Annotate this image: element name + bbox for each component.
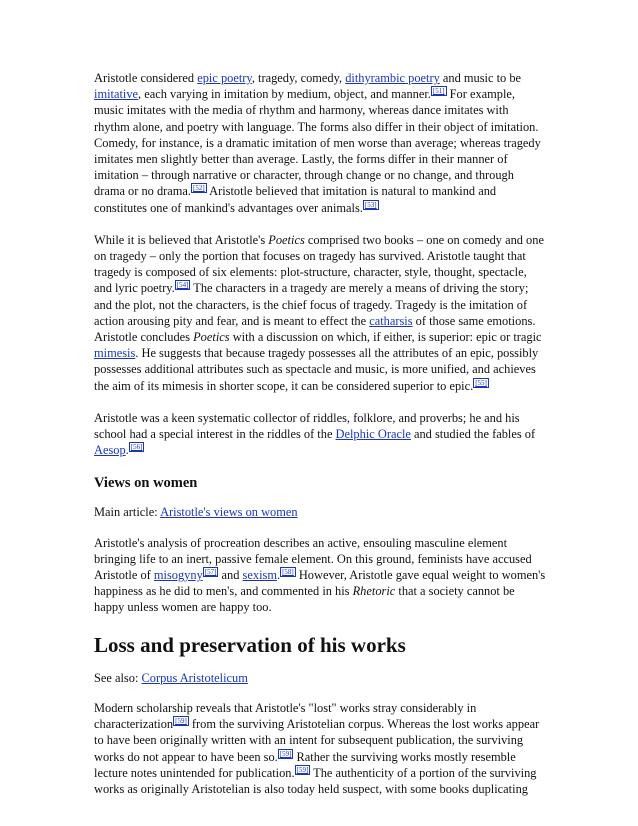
- text: . He suggests that because tragedy possesses all the attributes of an epic, possibly possesses additional attributes such as spectacle and music, is more unified, and achieves the aim of its mimesis in shorter scope, it can be considered superior to epic.: [94, 346, 539, 393]
- italic-title: Poetics: [268, 232, 305, 247]
- citation-54[interactable]: [54]: [176, 281, 189, 290]
- citation-59[interactable]: [59]: [279, 749, 292, 758]
- main-article-note: [94, 504, 546, 520]
- citation-56[interactable]: [56]: [130, 443, 143, 452]
- text: with a discussion on which, if either, is superior: epic or tragic: [229, 330, 542, 345]
- heading-views-on-women: Views on women: [94, 475, 198, 492]
- italic-title: Rhetoric: [352, 584, 396, 599]
- text: and studied the fables of: [410, 427, 536, 442]
- link-imitative[interactable]: imitative: [94, 87, 139, 102]
- paragraph-women: [94, 535, 546, 616]
- link-views-on-women[interactable]: Aristotle's views on women: [160, 505, 298, 520]
- note-label: See also:: [94, 670, 142, 685]
- link-misogyny[interactable]: misogyny: [153, 568, 203, 583]
- text: The characters in a tragedy are merely a means of driving the story; and the plot, not the characters, is the chief focus of tragedy. Tragedy is the imitation of action arousing pity and fear, and is meant to effect the: [94, 281, 529, 328]
- text: For example, music imitates with the media of rhythm and harmony, whereas dance imitates with rhythm alone, and poetry with language. The forms also differ in their object of imitation. Comedy, for instance, is a dramatic imitation of men worse than average; whereas tragedy imitates men slightly better than average. Lastly, the forms differ in their manner of imitation – through narrative or character, through change or no change, and through drama or no drama.: [94, 87, 541, 199]
- paragraph-lost-works: [94, 700, 546, 797]
- note-label: Main article:: [94, 505, 161, 520]
- citation-59[interactable]: [59]: [296, 765, 309, 774]
- link-delphic-oracle[interactable]: Delphic Oracle: [335, 427, 411, 442]
- link-corpus-aristotelicum[interactable]: Corpus Aristotelicum: [141, 670, 248, 685]
- citation-59[interactable]: [59]: [175, 717, 187, 726]
- citation-53[interactable]: [53]: [364, 200, 377, 209]
- text: Aristotle considered: [94, 71, 198, 85]
- text: However, Aristotle gave equal weight to women's happiness as he did to men's, and commented in his: [94, 568, 546, 599]
- text: that a society cannot be happy unless women are happy too.: [94, 584, 515, 615]
- heading-loss-and-preservation: Loss and preservation of his works: [94, 632, 406, 657]
- text: , tragedy, comedy,: [251, 71, 346, 85]
- link-mimesis[interactable]: mimesis: [94, 346, 136, 361]
- paragraph-poetics-imitation: [94, 70, 546, 216]
- citation-52[interactable]: [52]: [193, 184, 205, 193]
- paragraph-riddles: [94, 410, 546, 459]
- link-dithyrambic-poetry[interactable]: dithyrambic poetry: [345, 71, 440, 85]
- italic-title: Poetics: [193, 330, 230, 345]
- text: Rather the surviving works mostly resemble lecture notes unintended for publication.: [94, 749, 516, 780]
- text: and music to be: [439, 71, 522, 85]
- text: Aristotle's analysis of procreation describes an active, ensouling masculine element bringing life to an inert, passive female element. On this ground, feminists have accused Aristotle of: [94, 535, 532, 583]
- text: from the surviving Aristotelian corpus. Whereas the lost works appear to have been originally written with an intent for subsequent publication, the surviving works do not appear to have been so.: [94, 717, 540, 764]
- citation-55[interactable]: [55]: [475, 378, 487, 387]
- link-aesop[interactable]: Aesop: [94, 443, 126, 458]
- citation-58[interactable]: [58]: [282, 568, 294, 577]
- text: comprised two books – one on comedy and one on tragedy – only the portion that focuses on tragedy has survived. Aristotle taught that tragedy is composed of six elements: plot-structure, character, style, thought, spectacle, and lyric poetry.: [94, 232, 544, 296]
- link-epic-poetry[interactable]: epic poetry: [197, 71, 252, 85]
- text: and: [218, 568, 243, 583]
- text: Aristotle believed that imitation is natural to mankind and constitutes one of mankind's advantages over animals.: [94, 184, 497, 215]
- link-sexism[interactable]: sexism: [242, 568, 277, 583]
- paragraph-poetics-tragedy: [94, 232, 546, 394]
- see-also-note: [94, 670, 546, 686]
- text: , each varying in imitation by medium, object, and manner.: [138, 87, 431, 102]
- text: While it is believed that Aristotle's: [94, 232, 269, 247]
- citation-57[interactable]: [57]: [204, 568, 217, 577]
- text: Modern scholarship reveals that Aristotle's "lost" works stray considerably in characterization: [94, 700, 477, 732]
- citation-51[interactable]: [51]: [432, 87, 445, 96]
- link-catharsis[interactable]: catharsis: [369, 313, 413, 328]
- text: .: [276, 568, 281, 583]
- text: The authenticity of a portion of the surviving works as originally Aristotelian is also today held suspect, with some books duplicating: [94, 765, 537, 796]
- text: Aristotle was a keen systematic collector of riddles, folklore, and proverbs; he and his school had a special interest in the riddles of the: [94, 410, 520, 442]
- text: of those same emotions. Aristotle concludes: [94, 313, 536, 345]
- text: .: [125, 443, 129, 458]
